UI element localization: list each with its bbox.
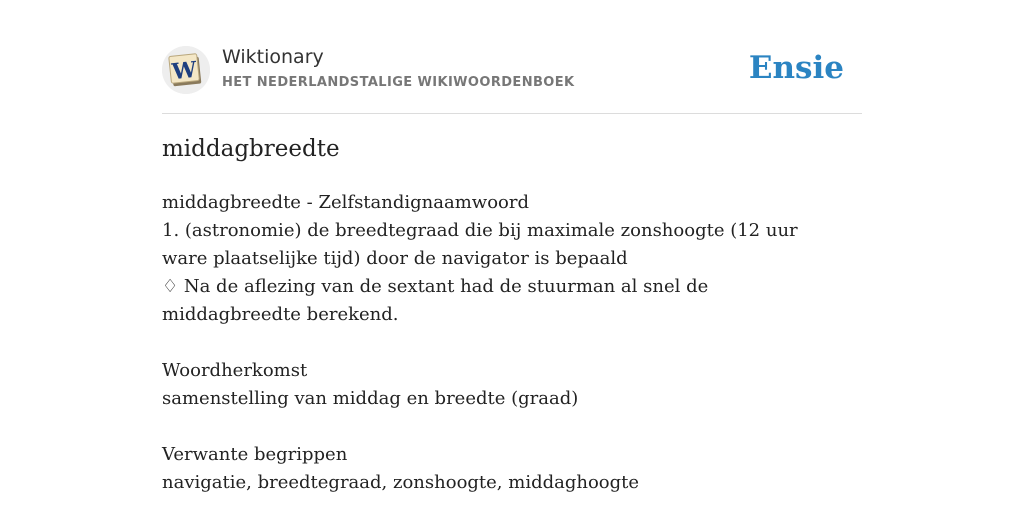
etymology-heading: Woordherkomst <box>162 360 308 381</box>
related-terms: navigatie, breedtegraad, zonshoogte, middaghoogte <box>162 472 640 493</box>
wiktionary-logo-icon[interactable] <box>162 46 210 94</box>
entry-headline: middagbreedte - Zelfstandignaamwoord <box>162 192 529 213</box>
page-title: middagbreedte <box>162 136 340 162</box>
site-tagline: HET NEDERLANDSTALIGE WIKIWOORDENBOEK <box>222 75 575 90</box>
spacer <box>162 329 842 357</box>
entry-definition: 1. (astronomie) de breedtegraad die bij maximale zonshoogte (12 uur ware plaatselijke tijd) door de navigator is bepaald <box>162 220 798 269</box>
site-name[interactable]: Wiktionary <box>222 46 324 68</box>
etymology-text: samenstelling van middag en breedte (graad) <box>162 388 579 409</box>
related-heading: Verwante begrippen <box>162 444 348 465</box>
logo-letter: W <box>170 56 198 86</box>
spacer <box>162 413 842 441</box>
entry-example: ♢ Na de aflezing van de sextant had de stuurman al snel de middagbreedte berekend. <box>162 276 709 325</box>
site-header <box>162 40 862 114</box>
ensie-brand-logo[interactable]: Ensie <box>748 50 844 86</box>
entry-content <box>162 189 842 497</box>
